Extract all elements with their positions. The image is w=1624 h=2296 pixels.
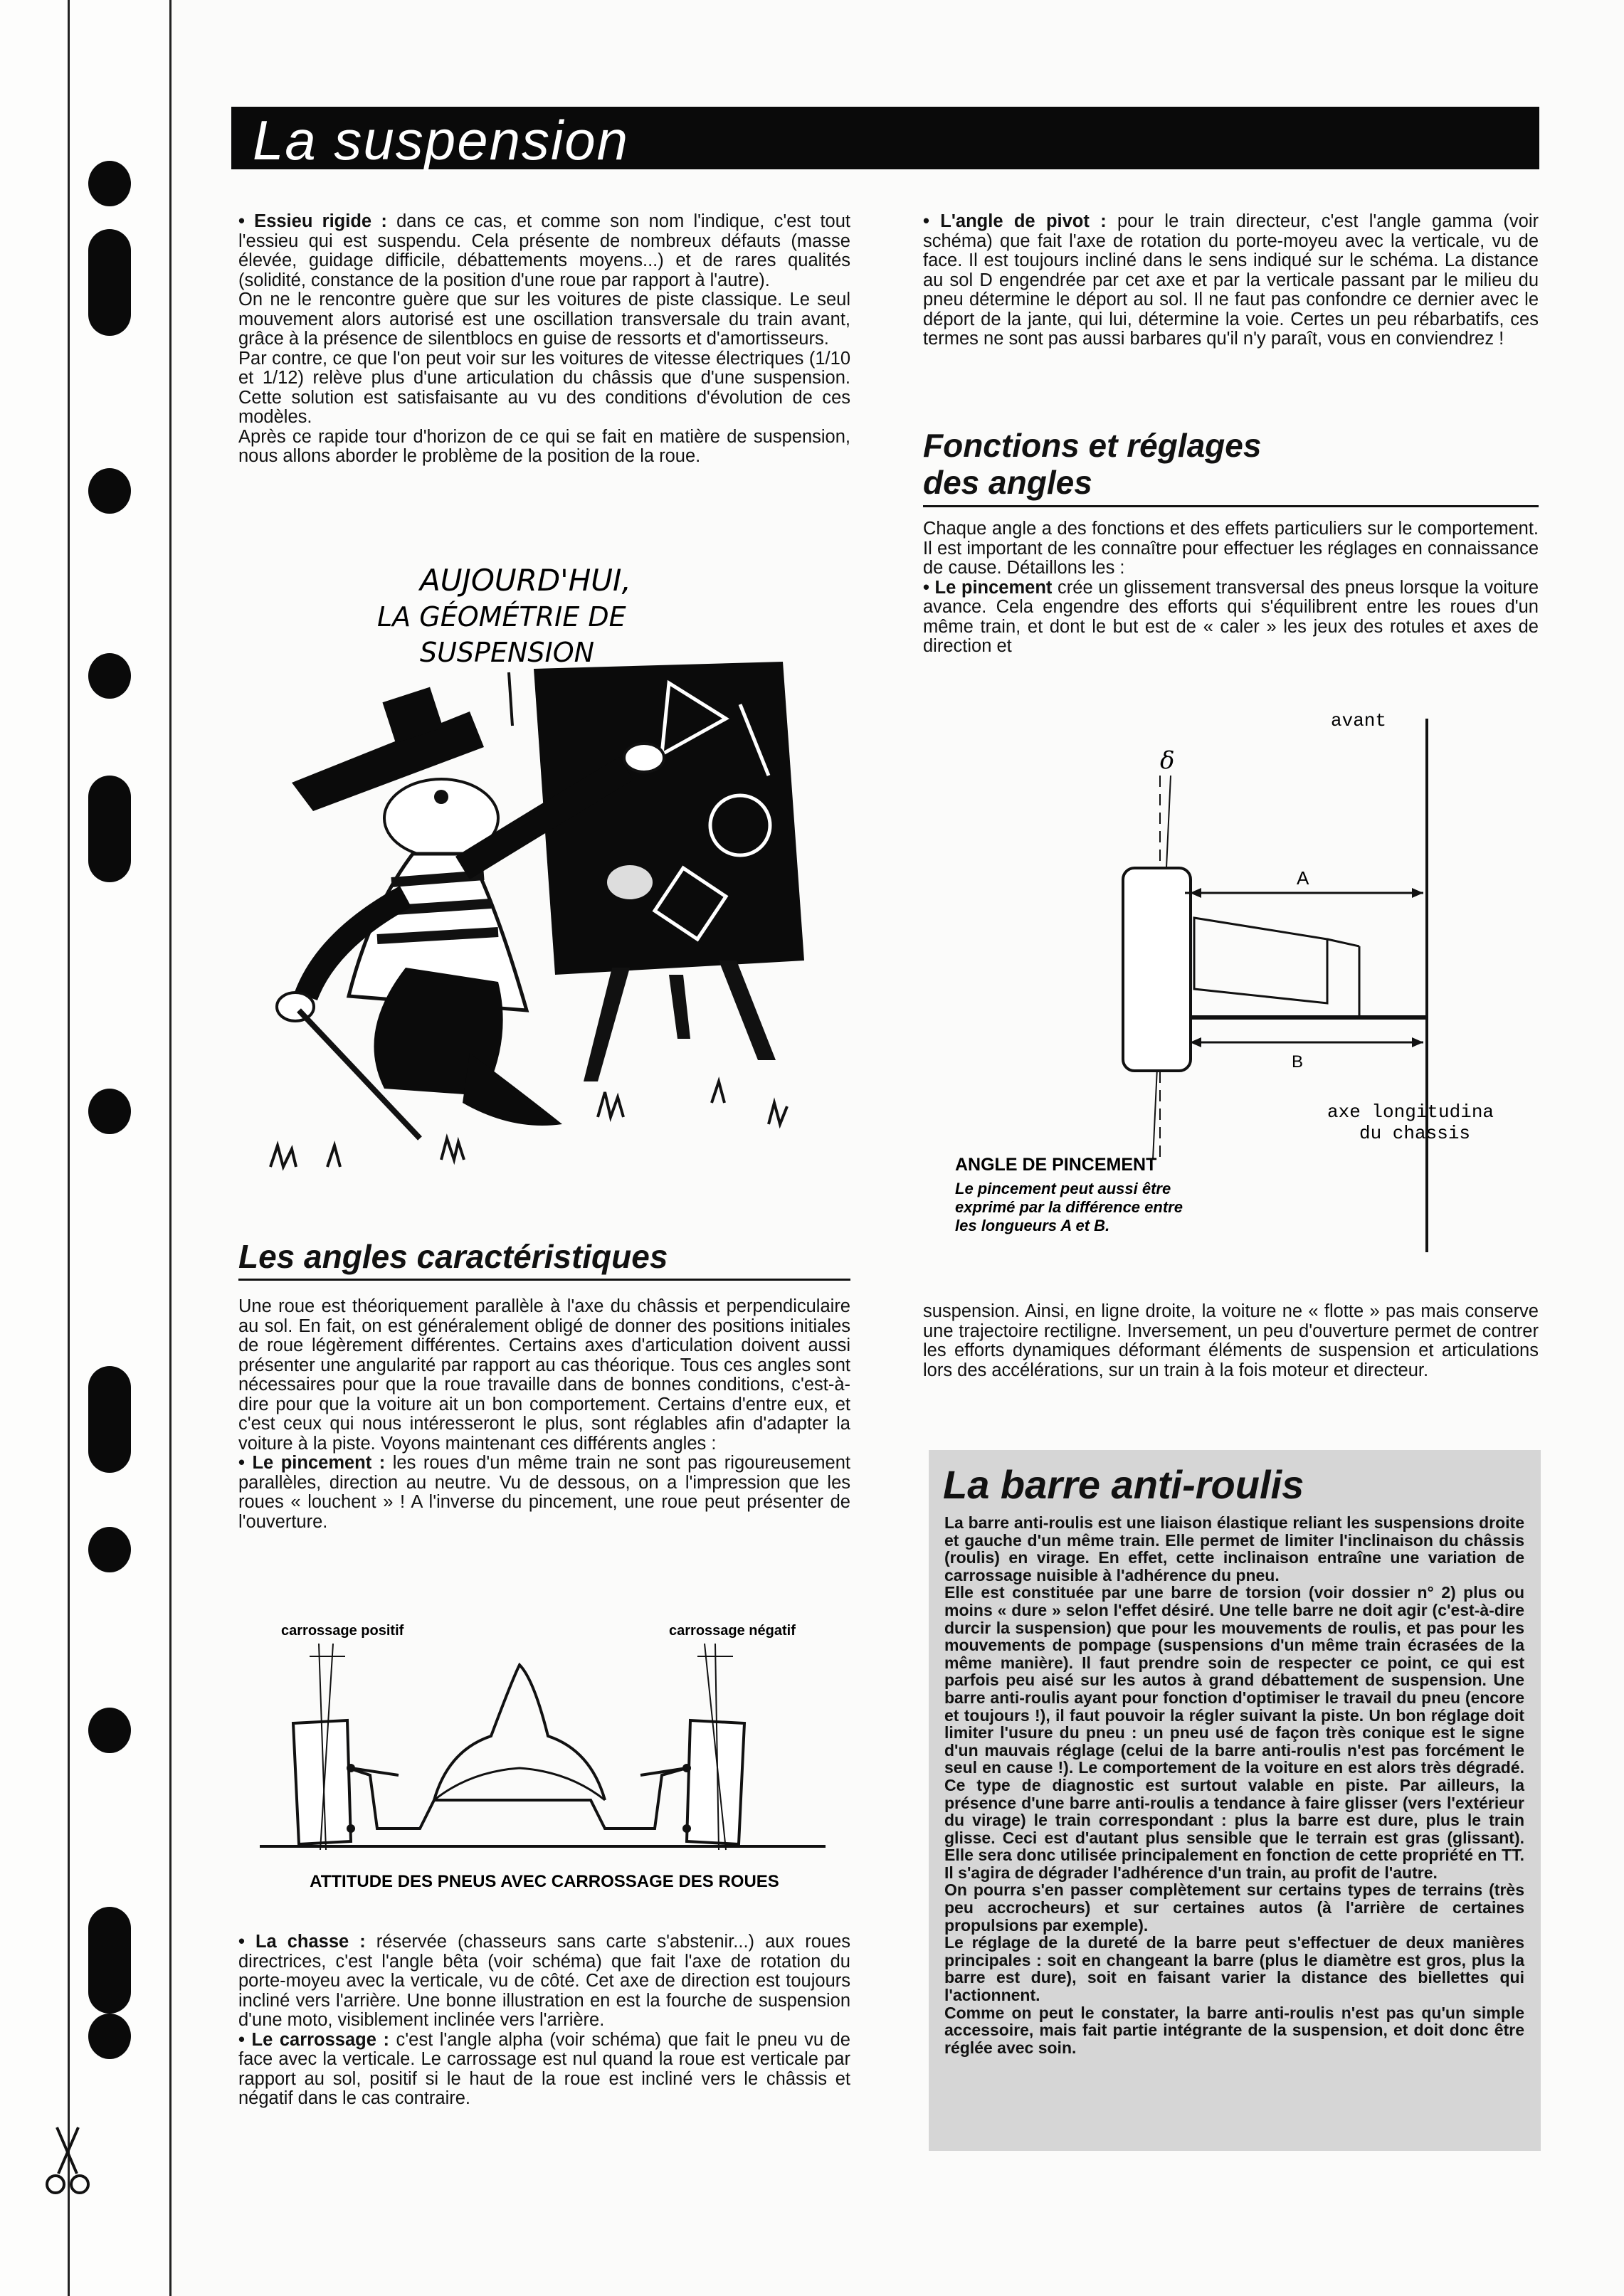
paragraph: • L'angle de pivot : pour le train directeur, c'est l'angle gamma (voir schéma) que fait l'axe de rotation du porte-moyeu avec la verticale, vu de face. Il est toujours incliné dans le sens indiqué sur le schéma. La distance au sol D engendrée par cet axe et par la verticale passant par le milieu du pneu détermine le déport au sol. Il ne faut pas confondre ce dernier avec le déport de la jante, qui lui, détermine la voie. Certes un peu rébarbatifs, ces termes ne sont pas aussi barbares qu'il n'y paraît, vous en conviendrez ! [923, 211, 1539, 349]
punch-hole [88, 1089, 131, 1134]
punch-hole [88, 1708, 131, 1753]
scissors-icon [43, 2124, 93, 2202]
paragraph: La barre anti-roulis est une liaison élastique reliant les suspensions droite et gauche d'un même train. Elle permet de limiter l'inclinaison du châssis (roulis) en virage. En effet, cette inclinaison entraîne une variation de carrossage nuisible à l'adhérence du pneu. [944, 1513, 1524, 1585]
paragraph: • La chasse : réservée (chasseurs sans carte s'abstenir...) aux roues directrices, c'est l'angle bêta (voir schéma) que fait l'axe de rotation du porte-moyeu avec la verticale, vu de côté. Cet axe de direction est toujours incliné vers l'arrière. Une bonne illustration en est la fourche de suspension d'une moto, visiblement inclinée vers l'arrière. [238, 1932, 850, 2030]
sidebar-title: La barre anti-roulis [943, 1462, 1304, 1507]
punch-slot [88, 1366, 131, 1473]
cartoon-text-2: LA GÉOMÉTRIE DE [377, 601, 626, 633]
paragraph: On ne le rencontre guère que sur les voitures de piste classique. Le seul mouvement alors autorisé est une oscillation transversale du train avant, grâce à la présence de silentblocs en guise de ressorts et d'amortisseurs. [238, 290, 850, 349]
section-heading-angles: Les angles caractéristiques [238, 1238, 668, 1275]
punch-slot [88, 1907, 131, 2014]
paragraph: Comme on peut le constater, la barre anti-roulis n'est pas qu'un simple accessoire, mais fait partie intégrante de la suspension, et doit donc être réglée avec soin. [944, 2003, 1524, 2057]
delta-symbol: δ [1160, 746, 1175, 775]
margin-line [68, 0, 70, 2296]
heading-line-2: des angles [923, 464, 1092, 501]
sidebar-text [944, 1514, 1524, 2056]
punch-hole [88, 468, 131, 514]
punch-hole [88, 161, 131, 206]
cartoon-text-3: SUSPENSION [420, 637, 595, 668]
section-heading-fonctions [923, 427, 1261, 501]
camber-caption: ATTITUDE DES PNEUS AVEC CARROSSAGE DES ROUES [310, 1872, 779, 1891]
toe-figure-title: ANGLE DE PINCEMENT [955, 1155, 1157, 1175]
axis-label-line-2: du chassis [1359, 1123, 1471, 1144]
paragraph: Par contre, ce que l'on peut voir sur les voitures de vitesse électriques (1/10 et 1/12) relève plus d'une articulation du châssis que d'une suspension. Cette solution est satisfaisante au vu des conditions d'évolution de ces modèles. [238, 348, 850, 427]
right-mid-text [923, 519, 1539, 657]
camber-diagram [256, 1615, 833, 1907]
camber-negative-label: carrossage négatif [669, 1623, 796, 1639]
avant-label: avant [1331, 710, 1387, 731]
heading-line-1: Fonctions et réglages [923, 427, 1262, 464]
paragraph: • Le pincement crée un glissement transversal des pneus lorsque la voiture avance. Cela engendre des efforts qui s'équilibrent entre les roues d'un même train, et dont le but est de « caler » les jeux des rotules et axes de direction et [923, 577, 1539, 656]
heading-rule [238, 1279, 850, 1281]
camber-positive-label: carrossage positif [281, 1623, 404, 1639]
axis-label-line-1: axe longitudina [1327, 1101, 1494, 1123]
left-mid-text [238, 1297, 850, 1532]
paragraph: suspension. Ainsi, en ligne droite, la voiture ne « flotte » pas mais conserve une trajectoire rectiligne. Inversement, un peu d'ouverture permet de contrer les efforts dynamiques déformant éléments de suspension et articulations lors des accélérations, sur un train à la fois moteur et directeur. [923, 1301, 1539, 1380]
binder-strip [0, 0, 172, 2296]
left-top-text [238, 212, 850, 467]
punch-hole [88, 2014, 131, 2059]
right-bottom-text [923, 1302, 1539, 1380]
paragraph: • Essieu rigide : dans ce cas, et comme son nom l'indique, c'est tout l'essieu qui est suspendu. Cela présente de nombreux défauts (masse élevée, guidage difficile, débattements moyens...) et de rares qualités (solidité, constance de la position d'une roue par rapport à l'autre). [238, 211, 851, 290]
professor-cartoon [228, 541, 868, 1195]
paragraph: • Le carrossage : c'est l'angle alpha (voir schéma) que fait le pneu vu de face avec la verticale. Le carrossage est nul quand la roue est verticale par rapport au sol, positif si le haut de la roue est incliné vers le châssis et négatif dans le cas contraire. [238, 2029, 850, 2108]
label-b: B [1292, 1052, 1304, 1072]
punch-hole [88, 653, 131, 699]
punch-slot [88, 229, 131, 336]
paragraph: Chaque angle a des fonctions et des effets particuliers sur le comportement. Il est important de les connaître pour effectuer les réglages en connaissance de cause. Détaillons les : [923, 519, 1539, 578]
paragraph: On pourra s'en passer complètement sur certains types de terrains (très peu accrocheurs) et sur certaines autos (à l'arrière de certaines propulsions par exemple). [944, 1880, 1524, 1935]
toe-caption-1: Le pincement peut aussi être [955, 1180, 1171, 1197]
paragraph: Le réglage de la dureté de la barre peut s'effectuer de deux manières principales : soit en changeant la barre (plus le diamètre est gros, plus la barre est dure), soit en faisant varier la distance des biellettes qui l'actionnent. [944, 1933, 1524, 2005]
toe-caption-3: les longueurs A et B. [955, 1217, 1110, 1234]
left-bottom-text [238, 1932, 850, 2109]
heading-rule [923, 505, 1539, 507]
punch-hole [88, 1527, 131, 1572]
paragraph: Une roue est théoriquement parallèle à l'axe du châssis et perpendiculaire au sol. En fait, on est généralement obligé de donner des positions initiales de roue légèrement différentes. Certains axes d'articulation doivent aussi présenter une angularité par rapport au cas théorique. Tous ces angles sont nécessaires pour que la roue travaille dans de bonnes conditions, c'est-à-dire pour que la voiture ait un bon comportement. Certains d'entre eux, et c'est ceux qui nous intéresseront le plus, sont réglables afin d'adapter la voiture à la piste. Voyons maintenant ces différents angles : [238, 1296, 850, 1454]
paragraph: Elle est constituée par une barre de torsion (voir dossier n° 2) plus ou moins « dure » selon l'effet désiré. Une telle barre ne doit agir (c'est-à-dire durcir la suspension) que pour les mouvements de roulis, et pas pour les mouvements de pompage (suspensions d'un même train écrasées de la même manière). Il faut prendre soin de respecter ce point, ce qui est parfois peu aisé sur les autos à grand débattement de suspension. Une barre anti-roulis ayant pour fonction d'optimiser le travail du pneu (encore et toujours !), il faut pouvoir la régler suivant la piste. Un bon réglage doit limiter l'usure du pneu : un pneu usé de façon très conique est le signe d'un mauvais réglage (celui de la barre anti-roulis n'est pas forcément le seul en cause !). Le comportement de la voiture en est alors très dégradé. Ce type de diagnostic est surtout valable en piste. Par ailleurs, la présence d'une barre anti-roulis a tendance à faire glisser (vers l'extérieur du virage) le train correspondant : plus la barre est dure, plus le train glisse. Ceci est d'autant plus sensible que le terrain est gras (glissant). Elle sera donc utilisée principalement en fonction de cette propriété en TT. Il s'agira de dégrader l'adhérence d'un train, au profit de l'autre. [944, 1583, 1524, 1882]
label-a: A [1297, 867, 1309, 889]
title-banner [231, 107, 1539, 169]
page-title: La suspension [253, 109, 630, 171]
paragraph: Après ce rapide tour d'horizon de ce qui se fait en matière de suspension, nous allons aborder le problème de la position de la roue. [238, 426, 850, 466]
toe-caption-2: exprimé par la différence entre [955, 1198, 1183, 1216]
paragraph: • Le pincement : les roues d'un même train ne sont pas rigoureusement parallèles, direction au neutre. Vu de dessous, on a l'impression que les roues « louchent » ! A l'inverse du pincement, une roue peut présenter de l'ouverture. [238, 1453, 850, 1532]
toe-angle-diagram [939, 704, 1544, 1259]
cartoon-text-1: AUJOURD'HUI, [420, 563, 631, 598]
right-top-text [923, 212, 1539, 349]
anti-roll-bar-box [929, 1450, 1541, 2151]
punch-slot [88, 776, 131, 882]
